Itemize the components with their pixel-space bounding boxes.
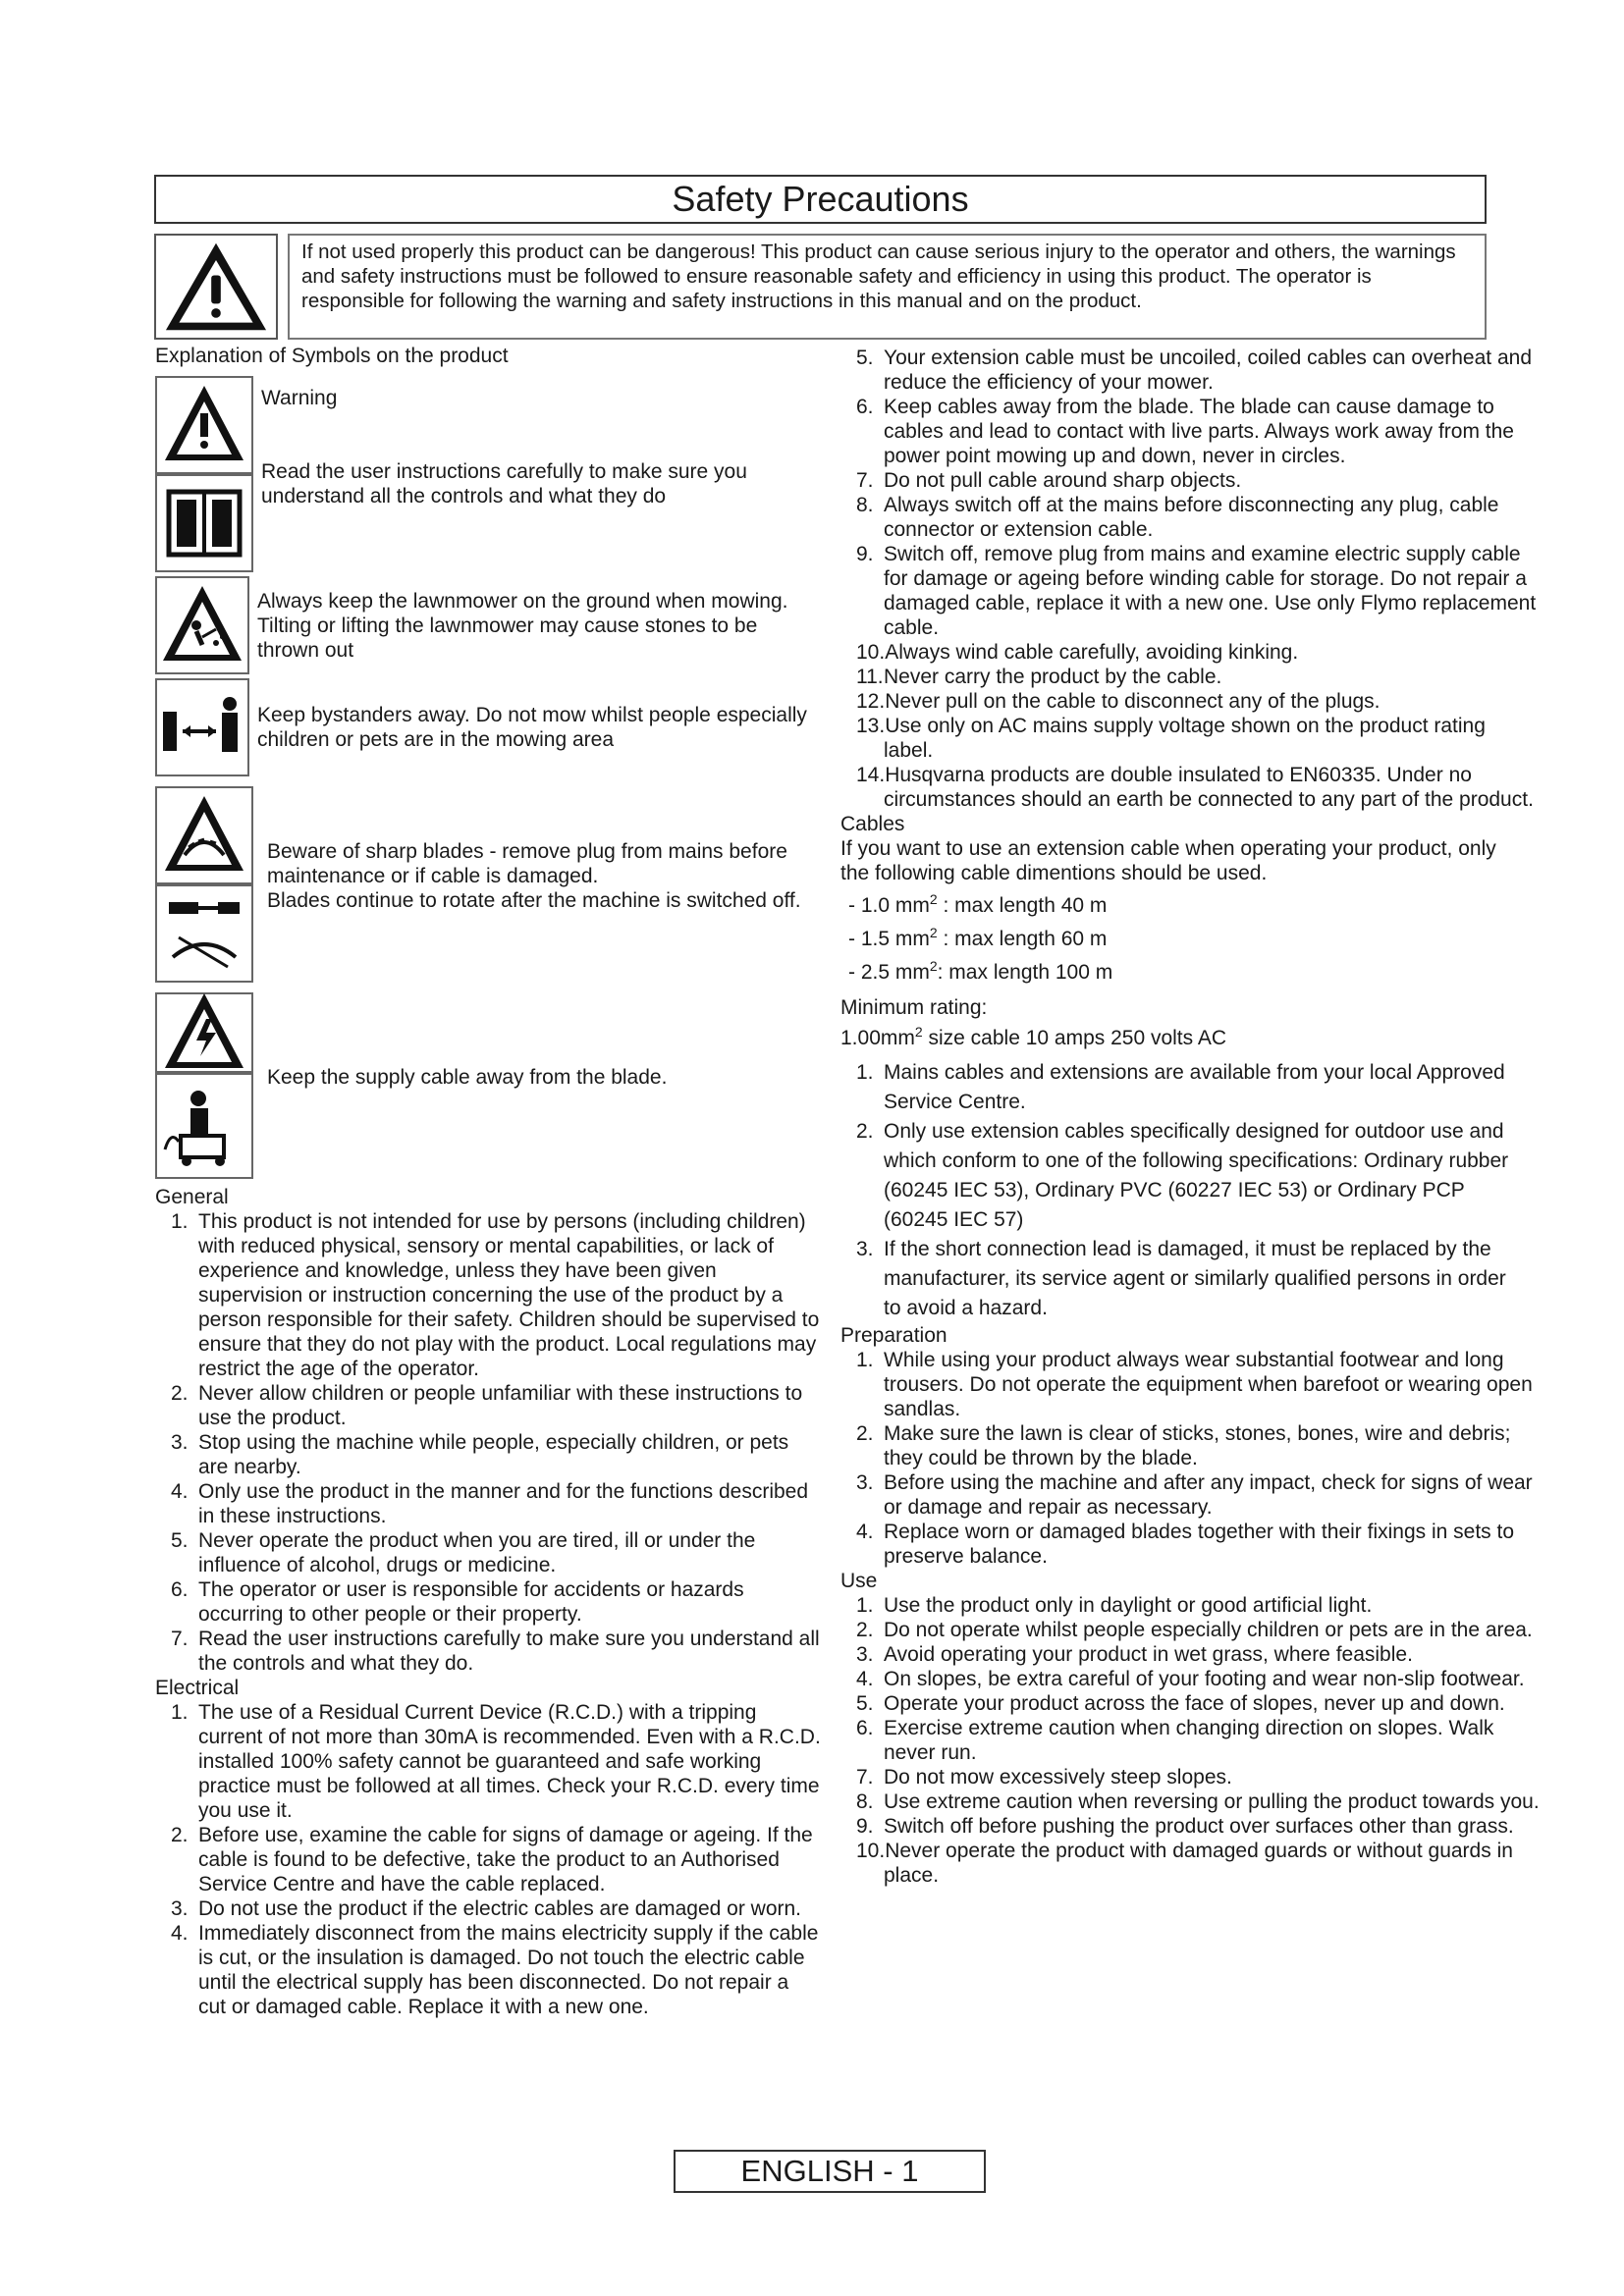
item-number: 6.: [856, 1717, 874, 1739]
use-heading: Use: [840, 1570, 878, 1592]
list-item: [840, 1716, 1540, 1765]
symbols-heading: Explanation of Symbols on the product: [155, 345, 509, 367]
symbol-sharp-blades-text: Beware of sharp blades - remove plug from mains before maintenance or if cable is damaged.: [267, 840, 787, 887]
item-text: Operate your product across the face of slopes, never up and down.: [884, 1692, 1505, 1715]
item-number: 12.: [856, 690, 886, 713]
list-item: [840, 1765, 1540, 1789]
item-number: 6.: [856, 396, 874, 418]
item-text: Use extreme caution when reversing or pulling the product towards you.: [884, 1790, 1540, 1813]
right-column: [840, 344, 1540, 1888]
list-item: [155, 1479, 821, 1528]
list-item: [840, 1814, 1540, 1839]
use-list: [840, 1593, 1540, 1888]
cables-list: [840, 1058, 1540, 1323]
list-item: [155, 1700, 821, 1823]
item-text: Make sure the lawn is clear of sticks, stones, bones, wire and debris; they could be thrown by the blade.: [884, 1422, 1511, 1469]
list-item: [155, 1896, 821, 1921]
item-text: On slopes, be extra careful of your footing and wear non-slip footwear.: [884, 1668, 1525, 1690]
list-item: [840, 665, 1540, 689]
symbol-blades-rotate-text: Blades continue to rotate after the machine is switched off.: [267, 889, 801, 912]
item-number: 9.: [856, 543, 874, 565]
item-text: Stop using the machine while people, especially children, or pets are nearby.: [198, 1431, 789, 1478]
item-text: The operator or user is responsible for accidents or hazards occurring to other people or their property.: [198, 1578, 744, 1626]
item-number: 8.: [856, 494, 874, 516]
electrical-heading: Electrical: [155, 1677, 240, 1699]
item-number: 2.: [856, 1120, 874, 1143]
symbol-bystanders-text: Keep bystanders away. Do not mow whilst people especially children or pets are in the mowing area: [257, 704, 807, 751]
item-text: Never pull on the cable to disconnect any of the plugs.: [885, 690, 1380, 713]
list-item: [155, 1381, 821, 1430]
list-item: [840, 640, 1540, 665]
list-item: [840, 1520, 1540, 1569]
left-column: [155, 344, 821, 2019]
item-text: Before using the machine and after any impact, check for signs of wear or damage and repair as necessary.: [884, 1471, 1533, 1519]
item-text: Never allow children or people unfamiliar with these instructions to use the product.: [198, 1382, 803, 1429]
item-number: 10.: [856, 641, 886, 664]
item-text: Never carry the product by the cable.: [884, 666, 1222, 688]
symbol-read-instructions-text: Read the user instructions carefully to make sure you understand all the controls and what they do: [261, 460, 747, 507]
item-text: Husqvarna products are double insulated to EN60335. Under no circumstances should an earth be connected to any part of the product.: [884, 764, 1534, 811]
bystanders-icon: [155, 678, 249, 776]
item-number: 3.: [856, 1643, 874, 1666]
item-number: 2.: [171, 1824, 189, 1846]
item-number: 2.: [171, 1382, 189, 1405]
symbol-supply-cable-text: Keep the supply cable away from the blade.: [267, 1066, 668, 1089]
list-item: [155, 1921, 821, 2019]
item-text: Your extension cable must be uncoiled, coiled cables can overheat and reduce the efficiency of your mower.: [884, 347, 1532, 394]
cable-size-item: - 2.5 $mm^2$: max length 100 m: [848, 958, 1113, 984]
symbol-row-bystanders: [155, 678, 821, 776]
item-text: Always wind cable carefully, avoiding kinking.: [885, 641, 1299, 664]
item-text: This product is not intended for use by persons (including children) with reduced physical, sensory or mental capabilities, or lack of experience and knowledge, unless they have been given supervision or instruction concerning the use of the product by a person responsible for their safety. Children should be supervised to ensure that they do not play with the product. Local regulations may restrict the age of the operator.: [198, 1210, 820, 1380]
list-item: [840, 468, 1540, 493]
item-text: Do not operate whilst people especially children or pets are in the area.: [884, 1619, 1533, 1641]
item-text: Immediately disconnect from the mains electricity supply if the cable is cut, or the insulation is damaged. Do not touch the electric cable until the electrical supply has been disconnected. Do not repair a cut or damaged cable. Replace it with a new one.: [198, 1922, 819, 2018]
list-item: [840, 1117, 1520, 1235]
item-number: 1.: [856, 1061, 874, 1084]
item-number: 7.: [856, 1766, 874, 1789]
preparation-heading: Preparation: [840, 1324, 947, 1347]
item-number: 3.: [856, 1238, 874, 1260]
item-text: Avoid operating your product in wet grass, where feasible.: [884, 1643, 1413, 1666]
item-number: 1.: [171, 1210, 189, 1233]
item-number: 5.: [171, 1529, 189, 1552]
item-text: Switch off before pushing the product over surfaces other than grass.: [884, 1815, 1514, 1838]
item-number: 1.: [856, 1349, 874, 1371]
item-number: 1.: [856, 1594, 874, 1617]
symbols-group-cable: [155, 992, 821, 1179]
item-text: Never operate the product with damaged guards or without guards in place.: [884, 1840, 1513, 1887]
list-item: [155, 1627, 821, 1676]
list-item: [840, 395, 1540, 468]
cables-intro: If you want to use an extension cable when operating your product, only the following cable dimentions should be used.: [840, 837, 1496, 884]
item-text: Read the user instructions carefully to make sure you understand all the controls and what they do.: [198, 1628, 820, 1675]
list-item: [840, 714, 1540, 763]
item-number: 7.: [171, 1628, 189, 1650]
item-number: 2.: [856, 1422, 874, 1445]
cable-size-item: - 1.0 $mm^2$ : max length 40 m: [848, 891, 1108, 917]
warning-triangle-icon: [154, 234, 278, 340]
list-item: [840, 1618, 1540, 1642]
item-number: 4.: [171, 1480, 189, 1503]
item-number: 2.: [856, 1619, 874, 1641]
thrown-objects-icon: [155, 576, 249, 674]
item-text: Mains cables and extensions are available from your local Approved Service Centre.: [884, 1061, 1505, 1113]
electrical-list-continued: [840, 346, 1540, 812]
list-item: [840, 1789, 1540, 1814]
list-item: [840, 1691, 1540, 1716]
preparation-list: [840, 1348, 1540, 1569]
cable-away-icon: [155, 1073, 253, 1179]
list-item: [840, 1348, 1540, 1421]
item-number: 11.: [856, 666, 884, 688]
item-text: Do not use the product if the electric cables are damaged or worn.: [198, 1897, 802, 1920]
warning-icon: [155, 376, 253, 474]
list-item: [840, 1421, 1540, 1470]
list-item: [840, 1839, 1540, 1888]
list-item: [840, 1235, 1520, 1323]
minimum-rating-value: $1.00mm^2$ size cable 10 amps 250 volts AC: [840, 1024, 1226, 1049]
item-number: 14.: [856, 764, 886, 786]
item-text: While using your product always wear substantial footwear and long trousers. Do not operate the equipment when barefoot or wearing open sandlas.: [884, 1349, 1533, 1420]
electric-shock-icon: [155, 992, 253, 1073]
list-item: [840, 1642, 1540, 1667]
page-title: Safety Precautions: [154, 175, 1487, 224]
item-text: Never operate the product when you are tired, ill or under the influence of alcohol, drugs or medicine.: [198, 1529, 756, 1576]
item-text: Only use extension cables specifically designed for outdoor use and which conform to one of the following specifications: Ordinary rubber (60245 IEC 53), Ordinary PVC (60227 IEC 53) or Ordinary PCP (60245 IEC 57): [884, 1120, 1509, 1231]
manual-book-icon: [155, 474, 253, 572]
item-text: Do not pull cable around sharp objects.: [884, 469, 1242, 492]
item-number: 9.: [856, 1815, 874, 1838]
list-item: [840, 493, 1540, 542]
item-number: 10.: [856, 1840, 886, 1862]
electrical-list: [155, 1700, 821, 2019]
list-item: [155, 1430, 821, 1479]
item-number: 3.: [856, 1471, 874, 1494]
remove-plug-icon: [155, 884, 253, 983]
list-item: [840, 1470, 1540, 1520]
item-number: 4.: [856, 1521, 874, 1543]
item-text: Use the product only in daylight or good artificial light.: [884, 1594, 1373, 1617]
symbol-row-ground: [155, 576, 821, 674]
general-heading: General: [155, 1186, 229, 1208]
item-text: If the short connection lead is damaged, it must be replaced by the manufacturer, its service agent or similarly qualified persons in order to avoid a hazard.: [884, 1238, 1506, 1319]
general-list: [155, 1209, 821, 1676]
list-item: [840, 689, 1540, 714]
item-number: 1.: [171, 1701, 189, 1724]
intro-warning-text: If not used properly this product can be dangerous! This product can cause serious injury to the operator and others, the warnings and safety instructions must be followed to ensure reasonable safety and efficiency in using this product. The operator is responsible for following the warning and safety instructions in this manual and on the product.: [288, 234, 1487, 340]
item-number: 5.: [856, 347, 874, 369]
item-text: Always switch off at the mains before disconnecting any plug, cable connector or extension cable.: [884, 494, 1499, 541]
cables-heading: Cables: [840, 813, 905, 835]
item-text: Do not mow excessively steep slopes.: [884, 1766, 1232, 1789]
list-item: [155, 1823, 821, 1896]
item-text: Only use the product in the manner and for the functions described in these instructions.: [198, 1480, 809, 1527]
item-text: Keep cables away from the blade. The blade can cause damage to cables and lead to contact with live parts. Always work away from the power point mowing up and down, never in circles.: [884, 396, 1514, 467]
item-text: The use of a Residual Current Device (R.C.D.) with a tripping current of not more than 30mA is recommended. Even with a R.C.D. installed 100% safety cannot be guaranteed and safe working practice must be followed at all times. Check your R.C.D. every time you use it.: [198, 1701, 821, 1822]
item-text: Switch off, remove plug from mains and examine electric supply cable for damage or ageing before winding cable for storage. Do not repair a damaged cable, replace it with a new one. Use only Flymo replacement cable.: [884, 543, 1537, 639]
item-number: 13.: [856, 715, 886, 737]
sharp-blade-icon: [155, 786, 253, 884]
item-number: 5.: [856, 1692, 874, 1715]
list-item: [840, 763, 1540, 812]
item-number: 8.: [856, 1790, 874, 1813]
list-item: [840, 1593, 1540, 1618]
symbol-warning-text: Warning: [261, 387, 338, 409]
item-text: Exercise extreme caution when changing direction on slopes. Walk never run.: [884, 1717, 1494, 1764]
item-number: 3.: [171, 1897, 189, 1920]
item-number: 7.: [856, 469, 874, 492]
list-item: [840, 346, 1540, 395]
symbols-group-1: [155, 376, 821, 572]
list-item: [840, 542, 1540, 640]
item-number: 4.: [171, 1922, 189, 1945]
list-item: [840, 1667, 1540, 1691]
list-item: [155, 1209, 821, 1381]
list-item: [155, 1528, 821, 1577]
symbols-group-blades: [155, 786, 821, 983]
item-number: 3.: [171, 1431, 189, 1454]
item-number: 4.: [856, 1668, 874, 1690]
item-text: Use only on AC mains supply voltage shown on the product rating label.: [884, 715, 1486, 762]
minimum-rating-label: Minimum rating:: [840, 996, 988, 1019]
cable-size-list: [840, 889, 1540, 989]
cable-size-item: - 1.5 $mm^2$ : max length 60 m: [848, 925, 1108, 950]
symbol-keep-ground-text: Always keep the lawnmower on the ground when mowing. Tilting or lifting the lawnmower may cause stones to be thrown out: [257, 589, 788, 662]
page-footer: ENGLISH - 1: [674, 2150, 986, 2193]
list-item: [840, 1058, 1520, 1117]
item-text: Replace worn or damaged blades together with their fixings in sets to preserve balance.: [884, 1521, 1515, 1568]
item-number: 6.: [171, 1578, 189, 1601]
item-text: Before use, examine the cable for signs of damage or ageing. If the cable is found to be defective, take the product to an Authorised Service Centre and have the cable replaced.: [198, 1824, 813, 1896]
list-item: [155, 1577, 821, 1627]
